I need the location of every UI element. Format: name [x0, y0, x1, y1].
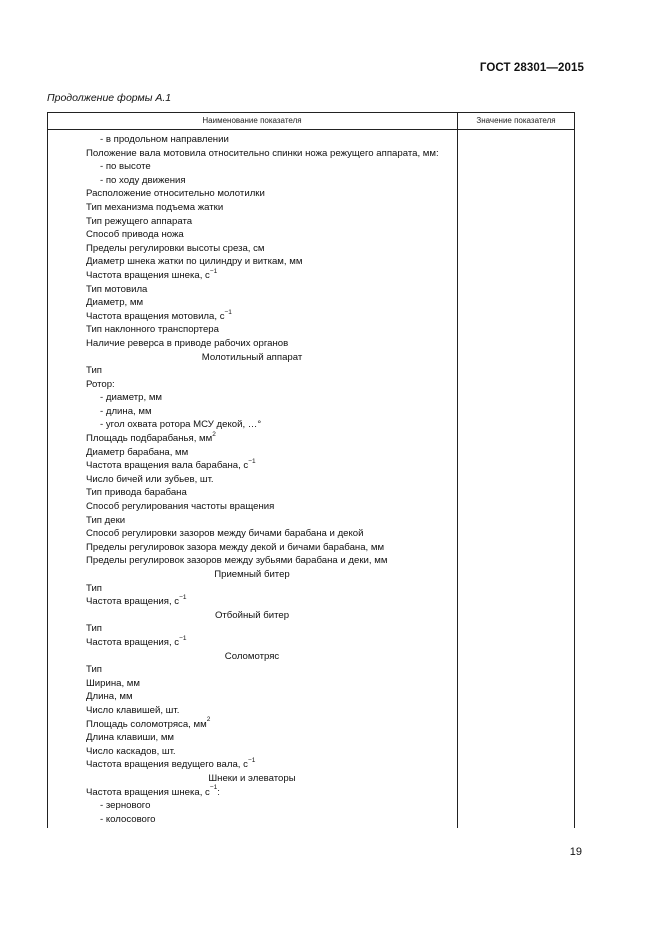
row-label: Тип наклонного транспортера [86, 324, 219, 336]
table-row [47, 364, 457, 378]
table-row [47, 541, 457, 555]
table-header-border [47, 129, 575, 130]
row-label: Тип [86, 365, 102, 377]
row-label: Частота вращения, с [86, 636, 180, 648]
row-label: Отбойный битер [214, 609, 290, 621]
table-row [47, 215, 457, 229]
row-label: - по высоте [100, 161, 151, 173]
table-row [47, 133, 457, 147]
table-row [47, 473, 457, 487]
row-label: Площадь подбарабанья, мм [86, 433, 213, 445]
table-row [47, 636, 457, 650]
row-label: Частота вращения вала барабана, с [86, 460, 249, 472]
table-row [47, 813, 457, 827]
row-label: Способ регулировки зазоров между бичами барабана и декой [86, 528, 364, 540]
table-row [47, 704, 457, 718]
row-label: Способ регулирования частоты вращения [86, 501, 275, 513]
table-row [47, 527, 457, 541]
row-label: Площадь соломотряса, мм [86, 718, 207, 730]
row-label: Ширина, мм [86, 677, 141, 689]
section-heading [47, 650, 457, 664]
indicators-table [47, 112, 575, 828]
row-label: Число клавишей, шт. [86, 704, 180, 716]
table-rows [47, 133, 457, 826]
row-label: Соломотряс [224, 650, 280, 662]
table-row [47, 283, 457, 297]
table-row [47, 459, 457, 473]
section-heading [47, 772, 457, 786]
row-label: Тип режущего аппарата [86, 215, 193, 227]
row-label: - зернового [100, 800, 151, 812]
row-label: Способ привода ножа [86, 229, 184, 241]
row-label: Приемный битер [214, 569, 290, 580]
row-label: Тип [86, 582, 102, 594]
table-row [47, 731, 457, 745]
section-heading [47, 609, 457, 623]
row-superscript: −1 [179, 634, 187, 642]
row-label: Частота вращения шнека, с [86, 786, 210, 798]
table-row [47, 663, 457, 677]
table-row [47, 595, 457, 609]
table-row [47, 405, 457, 419]
row-label: Расположение относительно молотилки [86, 188, 265, 200]
row-superscript: −1 [224, 308, 232, 316]
row-label: Пределы регулировки высоты среза, см [86, 242, 265, 254]
row-label: Число каскадов, шт. [86, 745, 176, 757]
table-row [47, 296, 457, 310]
section-heading [47, 568, 457, 582]
table-row [47, 201, 457, 215]
row-label: Частота вращения мотовила, с [86, 310, 225, 322]
row-label: Диаметр шнека жатки по цилиндру и виткам, мм [86, 256, 303, 268]
table-row [47, 677, 457, 691]
table-row [47, 337, 457, 351]
row-label: Диаметр барабана, мм [86, 446, 189, 458]
page-number: 19 [569, 846, 582, 858]
table-row [47, 432, 457, 446]
row-superscript: −1 [209, 784, 218, 792]
row-superscript: 2 [212, 430, 216, 438]
table-row [47, 582, 457, 596]
table-row [47, 174, 457, 188]
row-label: Тип деки [86, 514, 126, 526]
table-row [47, 323, 457, 337]
row-label: Длина, мм [86, 691, 133, 703]
row-label: Тип механизма подъема жатки [86, 201, 224, 213]
table-row [47, 554, 457, 568]
table-row [47, 391, 457, 405]
table-row [47, 310, 457, 324]
column-header-value: Значение показателя [476, 116, 556, 125]
table-row [47, 690, 457, 704]
row-superscript: −1 [209, 267, 218, 275]
row-label: Тип мотовила [86, 283, 148, 295]
table-row [47, 514, 457, 528]
table-row [47, 718, 457, 732]
row-label: Диаметр, мм [86, 297, 144, 309]
row-label: Число бичей или зубьев, шт. [86, 473, 214, 485]
row-suffix: : [217, 786, 220, 798]
form-caption: Продолжение формы А.1 [47, 92, 172, 104]
table-row [47, 242, 457, 256]
row-superscript: −1 [247, 757, 256, 765]
row-label: - по ходу движения [100, 174, 186, 186]
row-label: - в продольном направлении [100, 134, 229, 145]
row-superscript: −1 [248, 458, 256, 466]
row-label: Длина клавиши, мм [86, 732, 175, 744]
table-right-border [574, 112, 575, 828]
row-label: Тип [86, 623, 102, 635]
row-label: Ротор: [86, 378, 115, 390]
row-label: Пределы регулировок зазоров между зубьями барабана и деки, мм [86, 555, 388, 567]
table-row [47, 786, 457, 800]
row-label: - угол охвата ротора МСУ декой, …° [100, 419, 262, 431]
table-row [47, 758, 457, 772]
table-row [47, 187, 457, 201]
table-row [47, 255, 457, 269]
table-row [47, 269, 457, 283]
row-label: Наличие реверса в приводе рабочих органов [86, 337, 289, 349]
row-label: Частота вращения шнека, с [86, 269, 210, 281]
section-heading [47, 351, 457, 365]
table-row [47, 378, 457, 392]
table-row [47, 418, 457, 432]
row-superscript: −1 [179, 594, 187, 601]
standard-code: ГОСТ 28301—2015 [479, 62, 584, 74]
table-row [47, 799, 457, 813]
row-label: - диаметр, мм [100, 392, 163, 404]
row-label: Тип привода барабана [86, 487, 187, 499]
table-row [47, 160, 457, 174]
row-label: - длина, мм [100, 405, 152, 417]
row-label: - колосового [100, 813, 156, 825]
row-label: Молотильный аппарат [201, 351, 303, 363]
row-label: Пределы регулировок зазора между декой и бичами барабана, мм [86, 541, 385, 553]
row-label: Частота вращения ведущего вала, с [86, 759, 248, 771]
row-label: Положение вала мотовила относительно спинки ножа режущего аппарата, мм: [86, 147, 439, 159]
table-row [47, 486, 457, 500]
row-superscript: 2 [206, 716, 211, 724]
table-row [47, 622, 457, 636]
row-label: Шнеки и элеваторы [208, 772, 296, 784]
row-label: Тип [86, 664, 102, 676]
table-column-divider [457, 112, 458, 828]
table-row [47, 228, 457, 242]
table-row [47, 147, 457, 161]
table-row [47, 500, 457, 514]
column-header-name: Наименование показателя [202, 116, 302, 125]
row-label: Частота вращения, с [86, 596, 180, 608]
